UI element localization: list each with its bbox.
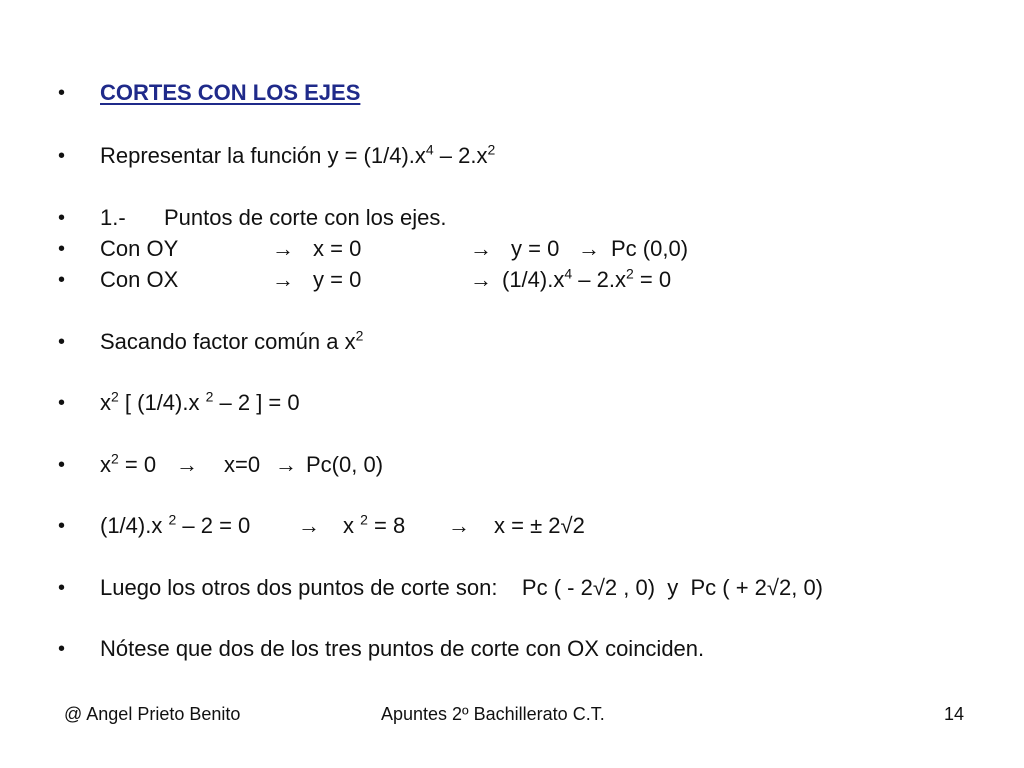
bullet: •	[58, 269, 66, 291]
bullet: •	[58, 207, 66, 229]
common-factor-text: Sacando factor común a $x^2$	[100, 327, 364, 354]
ox-equation: $(1/4).x^4 - 2.x^2 = 0$	[502, 265, 672, 292]
arrow-icon: →	[176, 452, 198, 477]
bullet: •	[58, 454, 66, 476]
bullet: •	[58, 331, 66, 353]
slide-title: CORTES CON LOS EJES	[100, 80, 361, 105]
bullet: •	[58, 577, 66, 599]
factored-equation: $x^2$ [ (1/4).x $^2$ – 2 ] = 0	[100, 388, 300, 415]
step-heading: Puntos de corte con los ejes.	[164, 205, 447, 230]
bullet: •	[58, 392, 66, 414]
footer-page-number: 14	[944, 704, 965, 724]
bullet: •	[58, 515, 66, 537]
ox-label: Con OX	[100, 267, 179, 292]
second-root-square: x $^2$ = 8	[343, 511, 406, 538]
oy-cut-point: Pc (0,0)	[611, 236, 689, 261]
arrow-icon: →	[470, 267, 492, 292]
bullet: •	[58, 638, 66, 660]
footer-author: @ Angel Prieto Benito	[64, 704, 241, 724]
function-statement: Representar la función $y = (1/4).x^4 - 2.x^2$	[100, 141, 496, 168]
first-root-equation: $x^2 = 0$	[100, 450, 157, 477]
oy-x-value: x = 0	[313, 236, 362, 261]
arrow-icon: →	[272, 267, 294, 292]
step-number: 1.-	[100, 205, 126, 230]
arrow-icon: →	[298, 513, 320, 538]
arrow-icon: →	[272, 236, 294, 261]
arrow-icon: →	[470, 236, 492, 261]
second-root-value: x = ± 2√2	[494, 513, 585, 538]
footer-course: Apuntes 2º Bachillerato C.T.	[381, 704, 605, 724]
arrow-icon: →	[448, 513, 470, 538]
ox-y-value: y = 0	[313, 267, 362, 292]
arrow-icon: →	[578, 236, 600, 261]
bullet: •	[58, 238, 66, 260]
first-root-value: x=0	[224, 452, 261, 477]
second-root-equation: (1/4).x $^2$ – 2 = 0	[100, 511, 251, 538]
oy-label: Con OY	[100, 236, 179, 261]
bullet: •	[58, 82, 66, 104]
arrow-icon: →	[275, 452, 297, 477]
bullet: •	[58, 145, 66, 167]
note-text: Nótese que dos de los tres puntos de corte con OX coinciden.	[100, 636, 705, 661]
oy-y-value: y = 0	[511, 236, 560, 261]
other-cut-points-text: Luego los otros dos puntos de corte son: Pc ( - 2√2 , 0) y Pc ( + 2√2, 0)	[100, 575, 824, 600]
first-root-point: Pc(0, 0)	[306, 452, 384, 477]
